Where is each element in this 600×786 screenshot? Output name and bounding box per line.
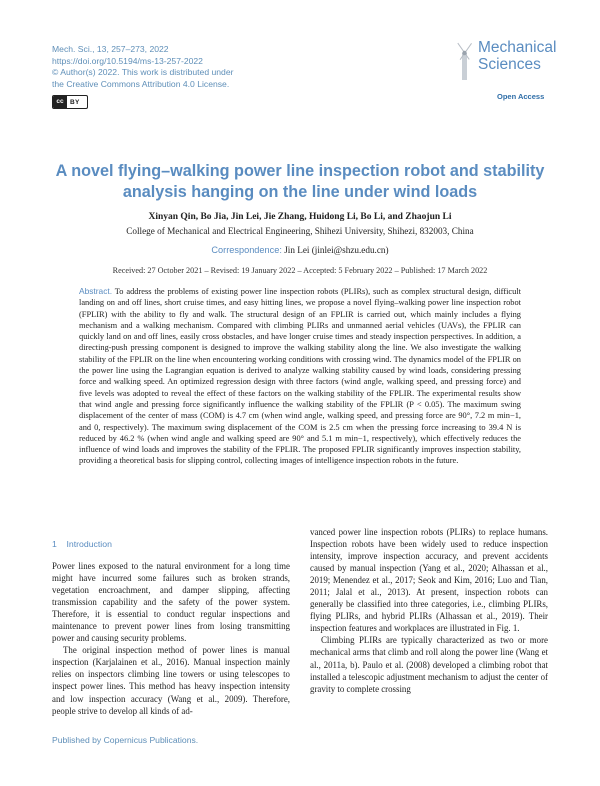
publisher-footer: Published by Copernicus Publications. — [52, 735, 199, 745]
article-header — [52, 44, 233, 90]
paragraph: The original inspection method of power lines is manual inspection (Karjalainen et al., 2016). Manual inspection mainly relies on inspectors climbing line towers or using telescopes to inspect power lines. This method has heavy inspection intensity and low inspection accuracy (Wang et al., 2009). Therefore, people strive to develop all kinds of ad- — [52, 645, 290, 716]
affiliation: College of Mechanical and Electrical Engineering, Shihezi University, Shihezi, 832003, China — [126, 226, 474, 236]
abstract — [79, 286, 521, 467]
body-column-left — [52, 560, 290, 717]
paragraph: Climbing PLIRs are typically characterized as two or more mechanical arms that climb and roll along the power line (Wang et al., 2011a, b). Paulo et al. (2008) developed a climbing robot that installed a telescopic adjustment mechanism to adjust the center of gravity to complete crossing — [310, 635, 548, 694]
windmill-icon — [452, 39, 478, 81]
journal-logo — [452, 39, 572, 99]
abstract-label: Abstract. — [79, 286, 113, 296]
journal-name-line2: Sciences — [478, 56, 541, 73]
abstract-text: To address the problems of existing power line inspection robots (PLIRs), such as complex structural design, difficult landing on and off lines, short cruise times, and easy hitting lines, we propose a novel flying–walking power line inspection robot (FPLIR) with the ability to fly and walk. The structural design of an FPLIR is carried out, which mainly includes a flying mechanism and a walking mechanism. Compared with climbing PLIRs and unmanned aerial vehicles (UAVs), the FPLIR can quickly land on and off lines, easily cross obstacles, and have longer cruise times and steady inspection perspectives. In addition, a directing-push pressing component is designed to improve the walking stability along the line. We also investigate the walking stability of the FPLIR on the line when encountering working conditions with crossing wind. The dynamics model of the FPLIR on the power line using the Lagrangian equation is derived to analyze walking stability caused by wind loads, considering pressing force and walking speed. An optimized regression design with three factors (wind angle, walking speed, and pressing force) and five levels was adopted to reveal the effect of these factors on the walking stability of the FPLIR. The experimental results show that wind angle and pressing force significantly influence the walking stability of the FPLIR (P < 0.05). The maximum swing displacement of the center of mass (COM) is 4.7 cm (when wind angle, walking speed, and pressing force are 90°, 7.2 m min−1, and 0, respectively). The maximum swing displacement of the COM is 2.5 cm when the pressing force increasing to 39.4 N is reduced by 46.2 % (when wind angle and walking speed are 90° and 5.1 m min−1, respectively), which effectively reduces the influence of wind loads and improves the stability of the FPLIR. The proposed FPLIR significantly improves inspection stability, providing a theoretical basis for slipping control, collecting images of intelligence inspection robots in the future. — [79, 287, 521, 466]
correspondence-label: Correspondence: — [211, 245, 282, 255]
section-heading — [52, 539, 112, 549]
paragraph: vanced power line inspection robots (PLIRs) to replace humans. Inspection robots have been widely used to reduce inspection intensity, improve inspection accuracy, and prevent accidents caused by manual inspection (Yang et al., 2020; Alhassan et al., 2019; Menendez et al., 2017; Seok and Kim, 2016; Luo and Tian, 2011; Jalal et al., 2013). At present, inspection robots can generally be classified into three categories, i.e., climbing PLIRs, flying PLIRs, and hybrid PLIRs (Alhassan et al., 2019). Their inspection features and workplaces are illustrated in Fig. 1. — [310, 527, 548, 634]
doi-link[interactable]: https://doi.org/10.5194/ms-13-257-2022 — [52, 55, 203, 66]
citation: Mech. Sci., 13, 257–273, 2022 — [52, 44, 169, 54]
author-list: Xinyan Qin, Bo Jia, Jin Lei, Jie Zhang, Huidong Li, Bo Li, and Zhaojun Li — [148, 212, 452, 222]
by-icon: BY — [70, 98, 80, 106]
correspondence — [40, 245, 560, 255]
body-column-right — [310, 526, 548, 695]
copyright-line: © Author(s) 2022. This work is distributed under — [52, 67, 234, 78]
license-line[interactable]: the Creative Commons Attribution 4.0 License. — [52, 78, 230, 89]
section-title: Introduction — [66, 539, 112, 549]
paragraph: Power lines exposed to the natural environment for a long time might have incurred some failures such as broken strands, vegetation encroachment, and damper slipping, affecting transmission capability and the safety of the power system. Therefore, it is essential to conduct regular inspections and maintenance to prevent power lines from losing transmitting power and causing security problems. — [52, 561, 290, 644]
section-number: 1 — [52, 539, 57, 549]
correspondence-contact[interactable]: Jin Lei (jinlei@shzu.edu.cn) — [284, 245, 389, 255]
journal-name-line1: Mechanical — [478, 39, 557, 56]
journal-name — [478, 39, 556, 73]
cc-by-badge[interactable] — [52, 95, 88, 109]
cc-icon: cc — [53, 96, 67, 108]
publication-dates: Received: 27 October 2021 – Revised: 19 January 2022 – Accepted: 5 February 2022 – Published: 17 March 2022 — [112, 266, 488, 275]
open-access-label: Open Access — [497, 92, 545, 101]
article-title: A novel flying–walking power line inspection robot and stability analysis hanging on the line under wind loads — [55, 162, 545, 201]
